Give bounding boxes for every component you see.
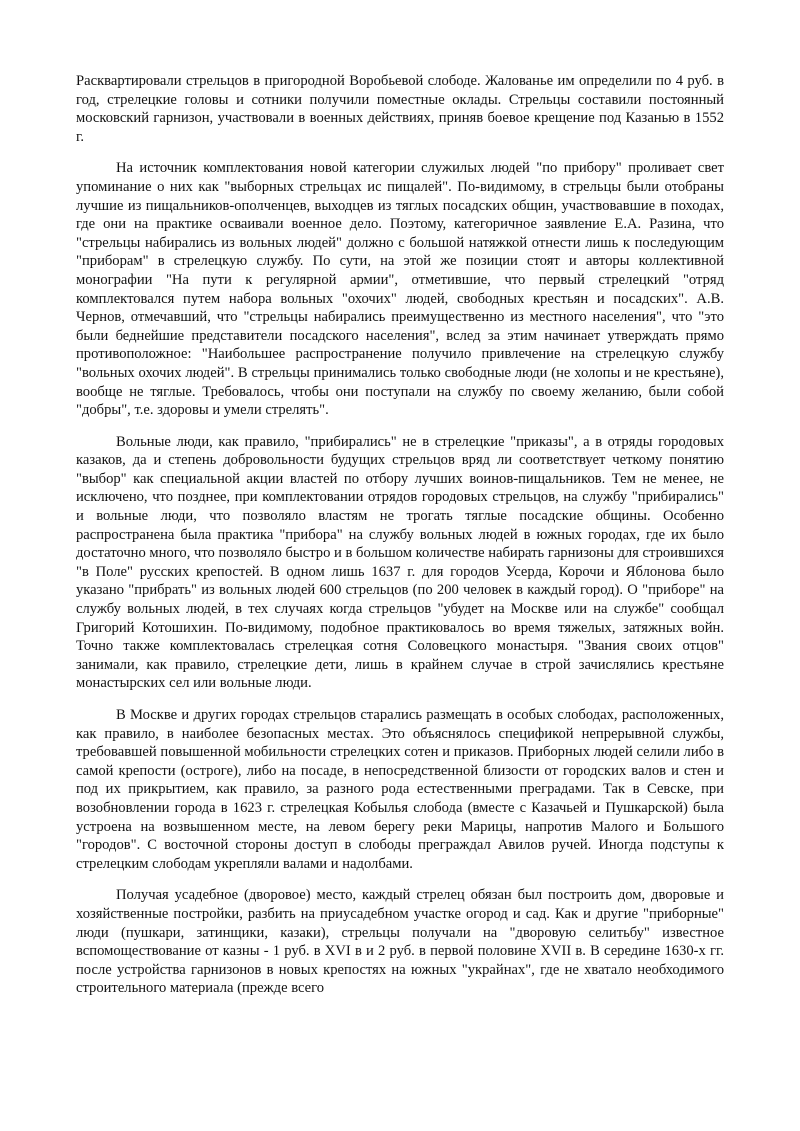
paragraph-2: На источник комплектования новой категории служилых людей "по прибору" проливает свет упоминание о них как "выборных стрельцах ис пищалей". По-видимому, в стрельцы были отобраны лучшие из пищальников-ополченцев, выходцев из тяглых посадских общин, участвовавшие в походах, где они на практике осваивали военное дело. Поэтому, категоричное заявление Е.А. Разина, что "стрельцы набирались из вольных людей" должно с большой натяжкой отнести лишь к последующим "приборам" в стрелецкую службу. По сути, на этой же позиции стоят и авторы коллективной монографии "На пути к регулярной армии", отметившие, что первый стрелецкий "отряд комплектовался путем набора вольных "охочих" людей, свободных крестьян и посадских". А.В. Чернов, отмечавший, что "стрельцы набирались преимущественно из местного населения", что "это были беднейшие представители посадского населения", вслед за этим начинает утверждать прямо противоположное: "Наибольшее распространение получило привлечение на стрелецкую службу "вольных охочих людей". В стрельцы принимались только свободные люди (не холопы и не крестьяне), вообще не тяглые. Требовалось, чтобы они поступали на службу по своему желанию, были собой "добры", т.е. здоровы и умели стрелять". [76, 160, 724, 419]
paragraph-4: В Москве и других городах стрельцов старались размещать в особых слободах, расположенных, как правило, в наиболее безопасных местах. Это объяснялось спецификой непрерывной службы, требовавшей повышенной мобильности стрелецких сотен и приказов. Приборных людей селили либо в самой крепости (остроге), либо на посаде, в непосредственной близости от городских валов и стен и под их прикрытием, как правило, за разного рода естественными преградами. Так в Севске, при возобновлении города в 1623 г. стрелецкая Кобылья слобода (вместе с Казачьей и Пушкарской) была устроена на возвышенном месте, на левом берегу реки Марицы, напротив Малого и Большого "городов". С восточной стороны доступ в слободы преграждал Авилов ручей. Иногда подступы к стрелецким слободам укрепляли валами и надолбами. [76, 707, 724, 872]
paragraph-1: Расквартировали стрельцов в пригородной Воробьевой слободе. Жалованье им определили по 4 руб. в год, стрелецкие головы и сотники получили поместные оклады. Стрельцы составили постоянный московский гарнизон, участвовали в военных действиях, приняв боевое крещение под Казанью в 1552 г. [76, 73, 724, 145]
paragraph-3: Вольные люди, как правило, "прибирались" не в стрелецкие "приказы", а в отряды городовых казаков, да и степень добровольности будущих стрельцов вряд ли соответствует четкому понятию "выбор" как специальной акции властей по отбору лучших воинов-пищальников. Тем не менее, не исключено, что позднее, при комплектовании отрядов городовых стрельцов, на службу "прибирались" и вольные люди, что позволяло властям не трогать тяглые посадские общины. Особенно распространена была практика "прибора" на службу вольных людей в южных городах, где их было достаточно много, что позволяло быстро и в большом количестве набирать гарнизоны для строившихся "в Поле" русских крепостей. В одном лишь 1637 г. для городов Усерда, Корочи и Яблонова было указано "прибрать" из вольных людей 600 стрельцов (по 200 человек в каждый город). О "приборе" на службу вольных людей, в тех случаях когда стрельцов "убудет на Москве или на службе" сообщал Григорий Котошихин. По-видимому, подобное практиковалось во время тяжелых, затяжных войн. Точно также комплектовалась стрелецкая сотня Соловецкого монастыря. "Звания своих отцов" занимали, как правило, стрелецкие дети, лишь в крайнем случае в строй зачислялись крестьяне монастырских сел или вольные люди. [76, 433, 724, 692]
paragraph-5: Получая усадебное (дворовое) место, каждый стрелец обязан был построить дом, дворовые и хозяйственные постройки, разбить на приусадебном участке огород и сад. Как и другие "приборные" люди (пушкари, затинщики, казаки), стрельцы получали на "дворовую селитьбу" известное вспомоществование от казны - 1 руб. в XVI в и 2 руб. в первой половине XVII в. В середине 1630-х гг. после устройства гарнизонов в новых крепостях на южных "украйнах", где не хватало необходимого строительного материала (прежде всего [76, 887, 724, 997]
document-page [76, 72, 724, 1011]
